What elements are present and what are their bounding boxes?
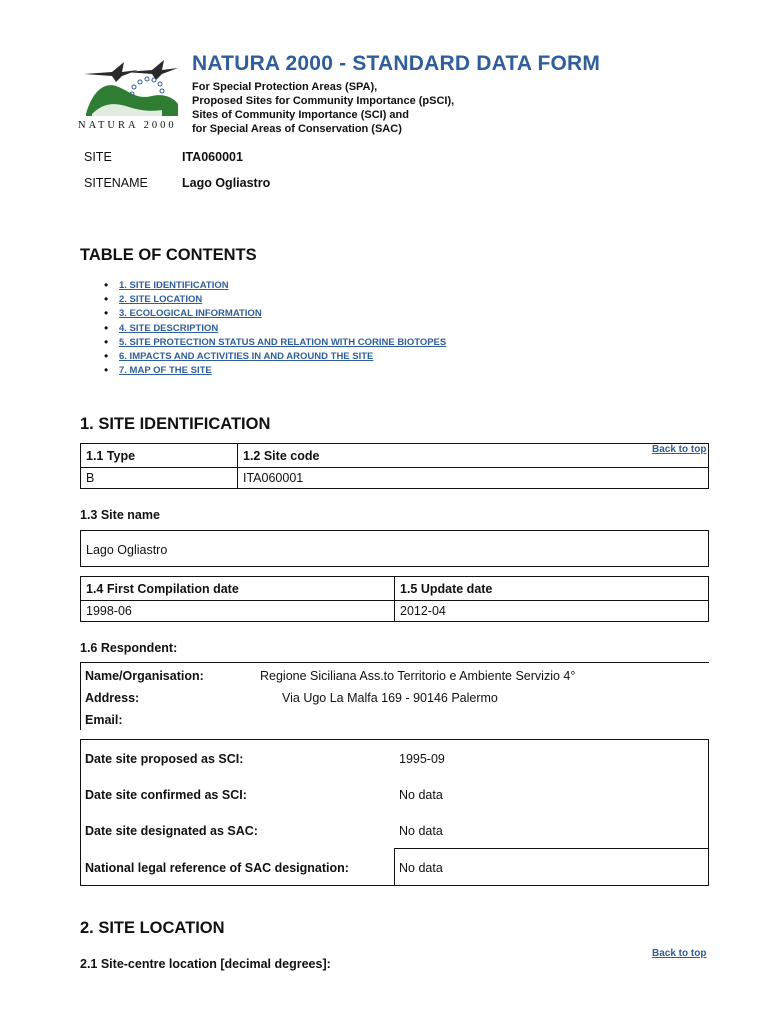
type-label: 1.1 Type bbox=[81, 444, 238, 468]
toc-heading: TABLE OF CONTENTS bbox=[80, 246, 257, 264]
logo-wordmark: NATURA 2000 bbox=[78, 120, 177, 131]
subtitle-line: For Special Protection Areas (SPA), bbox=[192, 81, 378, 93]
toc-link-impacts[interactable]: 6. IMPACTS AND ACTIVITIES IN AND AROUND THE SITE bbox=[119, 350, 374, 362]
toc-link-site-description[interactable]: 4. SITE DESCRIPTION bbox=[119, 322, 219, 334]
update-date-value: 2012-04 bbox=[395, 601, 709, 622]
site-name-label: 1.3 Site name bbox=[80, 508, 160, 522]
section1-heading: 1. SITE IDENTIFICATION bbox=[80, 415, 271, 433]
first-compilation-label: 1.4 First Compilation date bbox=[81, 577, 395, 601]
toc-link-map[interactable]: 7. MAP OF THE SITE bbox=[119, 365, 212, 377]
date-proposed-label: Date site proposed as SCI: bbox=[85, 752, 244, 766]
section2-heading: 2. SITE LOCATION bbox=[80, 919, 225, 937]
designation-divider-v bbox=[394, 848, 395, 886]
name-org-label: Name/Organisation: bbox=[85, 669, 204, 683]
address-label: Address: bbox=[85, 691, 140, 705]
designation-divider-h bbox=[394, 848, 709, 849]
date-confirmed-value: No data bbox=[399, 788, 443, 802]
sitename-value: Lago Ogliastro bbox=[182, 176, 271, 190]
form-title: NATURA 2000 - STANDARD DATA FORM bbox=[192, 52, 601, 75]
respondent-left-rule bbox=[80, 662, 81, 730]
site-code-value: ITA060001 bbox=[238, 468, 709, 489]
date-designated-label: Date site designated as SAC: bbox=[85, 824, 258, 838]
site-name-value: Lago Ogliastro bbox=[86, 543, 168, 557]
date-designated-value: No data bbox=[399, 824, 443, 838]
form-subtitle bbox=[192, 80, 454, 136]
dates-table bbox=[80, 576, 709, 622]
toc-link-site-identification[interactable]: 1. SITE IDENTIFICATION bbox=[119, 280, 229, 291]
toc-link-ecological-information[interactable]: 3. ECOLOGICAL INFORMATION bbox=[119, 308, 262, 320]
type-code-table bbox=[80, 443, 709, 489]
subtitle-line: for Special Areas of Conservation (SAC) bbox=[192, 123, 402, 135]
legal-reference-label: National legal reference of SAC designation: bbox=[85, 861, 349, 875]
address-value: Via Ugo La Malfa 169 - 90146 Palermo bbox=[282, 691, 498, 705]
back-to-top-link-2[interactable]: Back to top bbox=[652, 948, 707, 959]
site-label: SITE bbox=[84, 150, 112, 164]
date-confirmed-label: Date site confirmed as SCI: bbox=[85, 788, 247, 802]
toc-link-site-protection[interactable]: 5. SITE PROTECTION STATUS AND RELATION WITH CORINE BIOTOPES bbox=[119, 336, 447, 348]
designation-box bbox=[80, 739, 709, 886]
site-code-label: 1.2 Site code bbox=[238, 444, 709, 468]
first-compilation-value: 1998-06 bbox=[81, 601, 395, 622]
sitename-label: SITENAME bbox=[84, 176, 148, 190]
site-value: ITA060001 bbox=[182, 150, 243, 164]
respondent-label: 1.6 Respondent: bbox=[80, 641, 178, 655]
name-org-value: Regione Siciliana Ass.to Territorio e Ambiente Servizio 4° bbox=[260, 669, 576, 683]
subtitle-line: Proposed Sites for Community Importance (pSCI), bbox=[192, 95, 455, 107]
back-to-top-link[interactable]: Back to top bbox=[652, 444, 707, 455]
toc-link-site-location[interactable]: 2. SITE LOCATION bbox=[119, 294, 203, 306]
date-proposed-value: 1995-09 bbox=[399, 752, 445, 766]
site-name-box bbox=[80, 530, 709, 567]
email-label: Email: bbox=[85, 713, 123, 727]
respondent-top-rule bbox=[80, 662, 709, 663]
type-value: B bbox=[81, 468, 238, 489]
site-centre-label: 2.1 Site-centre location [decimal degrees]: bbox=[80, 957, 331, 971]
natura-2000-logo bbox=[78, 52, 182, 134]
update-date-label: 1.5 Update date bbox=[395, 577, 709, 601]
subtitle-line: Sites of Community Importance (SCI) and bbox=[192, 109, 409, 121]
legal-reference-value: No data bbox=[399, 861, 443, 875]
